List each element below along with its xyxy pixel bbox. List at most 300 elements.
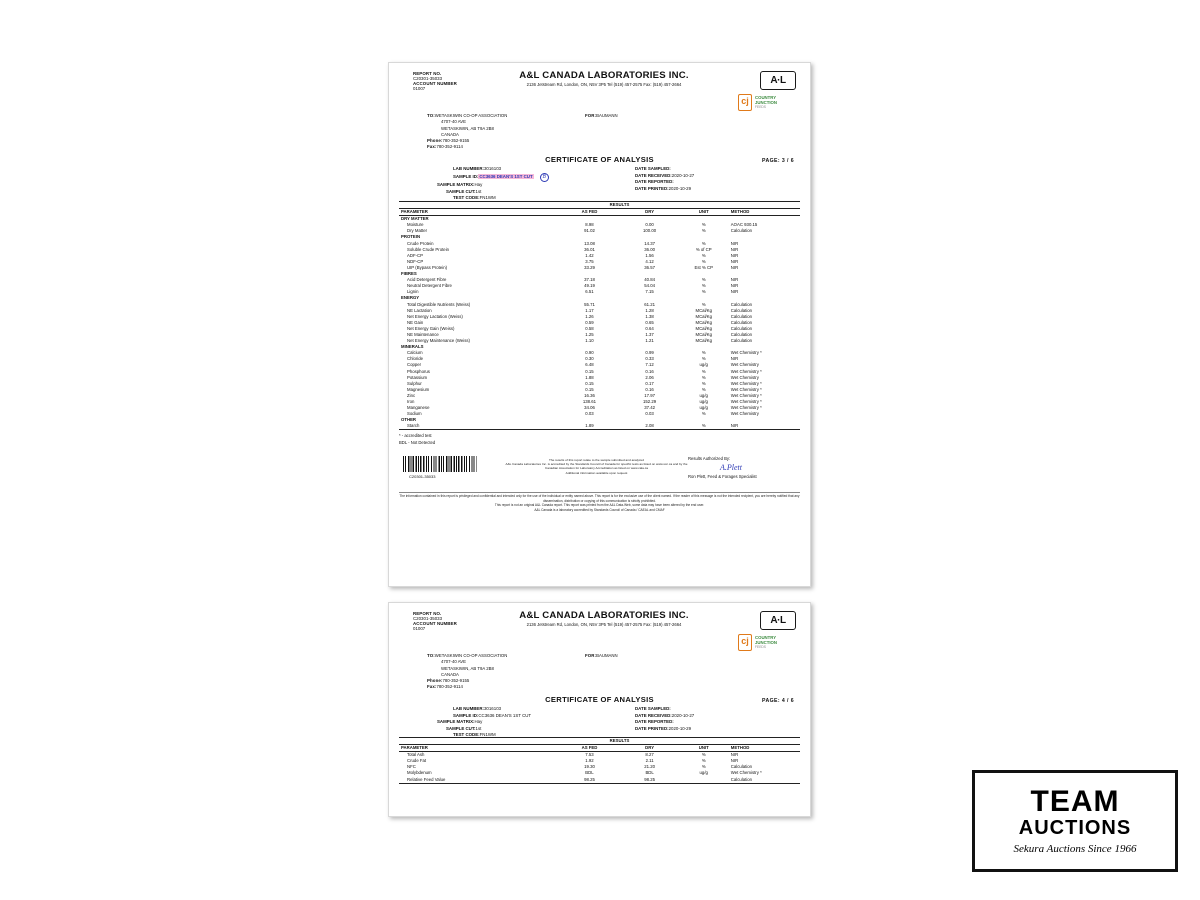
sample-annotation: B bbox=[540, 173, 549, 183]
report-no-value: C20301-35033 bbox=[413, 76, 443, 81]
results-header-row-2 bbox=[399, 745, 800, 752]
date-printed-value-2: 2020-10-29 bbox=[668, 725, 692, 731]
lab-number-label-2: LAB NUMBER: bbox=[453, 706, 484, 711]
cell-method: Calculation bbox=[730, 228, 753, 234]
results-header-row bbox=[399, 209, 800, 216]
cell-parameter: Net Energy Maintenance (Weiss) bbox=[407, 338, 470, 344]
col-dry: DRY bbox=[620, 209, 680, 216]
cell-parameter: Manganese bbox=[407, 405, 430, 411]
cell-asfed: 0.30 bbox=[585, 356, 594, 362]
signature-image: A.Plett bbox=[720, 463, 742, 473]
cell-asfed: 6.51 bbox=[585, 289, 594, 295]
page1-results-table bbox=[399, 201, 800, 430]
cell-method: NIR bbox=[730, 252, 739, 258]
cell-method: Wet Chemistry * bbox=[730, 386, 762, 392]
cell-asfed: 0.03 bbox=[585, 411, 594, 417]
date-received-label: DATE RECEIVED: bbox=[635, 172, 672, 178]
cell-method: Calculation bbox=[730, 338, 753, 344]
cell-asfed: 49.19 bbox=[584, 283, 595, 289]
disclaimer-line1: The results of this report relate to the sample submitted and analyzed bbox=[549, 458, 644, 463]
cell-unit: MCal/Kg bbox=[695, 331, 712, 337]
cell-unit: % bbox=[701, 240, 706, 246]
date-fields bbox=[635, 166, 815, 192]
cell-unit: ug/g bbox=[699, 362, 708, 368]
footer-line1: The information contained in this report is privileged and confidential and intended only for the use of the individual or entity named above. This report is for the exclusive use of the client named. If the reader of this message is not the intended recipient, you are hereby notified that any dissemination, distribution or copying of this communication is strictly prohibited. bbox=[399, 494, 800, 503]
cell-parameter: Chloride bbox=[407, 356, 424, 362]
cell-unit: % bbox=[701, 252, 706, 258]
cell-method: NIR bbox=[730, 258, 739, 264]
cell-asfed: 3.75 bbox=[585, 258, 594, 264]
table-group-row bbox=[399, 216, 800, 223]
cell-parameter: Lignin bbox=[407, 289, 419, 295]
cell-method: NIR bbox=[730, 264, 739, 270]
disclaimer-line3: Additional information available upon request bbox=[565, 470, 628, 475]
fax-value: 780-352-9114 bbox=[436, 144, 463, 150]
cell-unit: % bbox=[701, 277, 706, 283]
cell-method: Calculation bbox=[730, 764, 753, 770]
results-band-label-2: RESULTS bbox=[559, 738, 679, 745]
country-junction-logo-2 bbox=[738, 633, 798, 651]
cell-method: Wet Chemistry * bbox=[730, 350, 762, 356]
cell-asfed: 0.15 bbox=[585, 386, 594, 392]
cell-unit: % bbox=[701, 758, 706, 764]
cj-line2-2: JUNCTION bbox=[755, 639, 777, 645]
group-label: OTHER bbox=[401, 417, 417, 423]
account-number-value-2: 01007 bbox=[413, 626, 426, 631]
page-label: PAGE: bbox=[762, 158, 781, 164]
cell-method: NIR bbox=[730, 240, 739, 246]
cell-asfed: 6.48 bbox=[585, 362, 594, 368]
cell-parameter: Zinc bbox=[407, 392, 416, 398]
cell-dry: 1.28 bbox=[645, 307, 654, 313]
cell-unit: % bbox=[701, 258, 706, 264]
cell-method: Calculation bbox=[730, 301, 753, 307]
page2-results-table bbox=[399, 737, 800, 784]
account-number-label: ACCOUNT NUMBER bbox=[413, 81, 457, 86]
cell-parameter: NDF-CP bbox=[407, 258, 424, 264]
cell-asfed: 1.25 bbox=[585, 331, 594, 337]
footer-line2: This report is not an original A&L Canada report. This report was printed from the A&L Data-Web, some data may have been altered by the end user. bbox=[494, 503, 705, 508]
test-code-value-2: FN1WM bbox=[479, 732, 496, 738]
cell-dry: 7.15 bbox=[645, 289, 654, 295]
cell-method: NIR bbox=[730, 246, 739, 252]
page-value-2: 4 / 6 bbox=[781, 698, 794, 704]
results-band-row bbox=[399, 202, 800, 209]
sample-id-value: CC3636 DEAN'S 1ST CUT bbox=[479, 173, 533, 179]
cj-mark-icon: cj bbox=[738, 94, 752, 111]
group-label: FIBRES bbox=[401, 271, 417, 277]
page2-page-number bbox=[762, 698, 794, 704]
cell-method: Calculation bbox=[730, 307, 753, 313]
cell-dry: 40.84 bbox=[644, 277, 655, 283]
cell-asfed: 37.18 bbox=[584, 277, 595, 283]
cell-parameter: Sulphur bbox=[407, 380, 422, 386]
page1-footer bbox=[399, 492, 800, 513]
cell-dry: 152.29 bbox=[643, 399, 657, 404]
cell-dry: 37.42 bbox=[644, 405, 655, 411]
cell-unit: MCal/Kg bbox=[695, 307, 712, 313]
cell-parameter: Relative Feed Value bbox=[399, 777, 559, 784]
date-reported-label-2: DATE REPORTED: bbox=[635, 719, 674, 725]
cj-mark-icon-2: cj bbox=[738, 634, 752, 651]
address-block bbox=[399, 113, 800, 151]
page1-sample-info bbox=[399, 166, 800, 200]
address-block-2 bbox=[399, 653, 800, 691]
date-printed-label: DATE PRINTED: bbox=[635, 185, 669, 191]
cell-asfed: 0.15 bbox=[585, 380, 594, 386]
cell-dry: 0.65 bbox=[645, 319, 654, 325]
lab-number-value: 3016103 bbox=[483, 166, 502, 171]
cell-asfed: 1.42 bbox=[585, 252, 594, 258]
cell-dry: 36.57 bbox=[644, 264, 655, 270]
cell-method: NIR bbox=[730, 356, 739, 362]
page1-notes bbox=[399, 433, 800, 446]
date-received-value-2: 2020-10-27 bbox=[671, 712, 695, 718]
cell-method: NIR bbox=[730, 283, 739, 289]
cell-method: Wet Chemistry bbox=[730, 374, 759, 380]
cell-asfed: 0.90 bbox=[585, 350, 594, 356]
date-sampled-label: DATE SAMPLED: bbox=[635, 166, 671, 171]
cell-unit: % bbox=[701, 301, 706, 307]
page2-results-body bbox=[399, 738, 800, 784]
cell-unit: % bbox=[701, 374, 706, 380]
cell-asfed: 1.26 bbox=[585, 313, 594, 319]
cell-dry: 0.16 bbox=[645, 368, 654, 374]
cell-dry: BDL bbox=[645, 770, 654, 776]
al-logo-icon: A·L bbox=[760, 71, 796, 90]
recipient-address bbox=[427, 113, 507, 151]
page-value: 3 / 6 bbox=[781, 158, 794, 164]
cell-dry: 21.20 bbox=[644, 764, 655, 770]
cell-asfed: 34.06 bbox=[584, 405, 595, 411]
authorization-block bbox=[688, 456, 788, 481]
cell-dry: 14.37 bbox=[644, 240, 655, 246]
cell-dry: 100.00 bbox=[643, 228, 657, 234]
cell-asfed: 8.98 bbox=[585, 222, 594, 228]
cell-parameter: Copper bbox=[407, 362, 422, 368]
lab-address: 2136 Jetstream Rd, London, ON, N5V 3P5 Tel (519) 457-2575 Fax: (519) 457-2664 bbox=[526, 82, 682, 87]
cell-parameter: Magnesium bbox=[407, 386, 430, 392]
cell-unit: MCal/Kg bbox=[695, 338, 712, 344]
cell-asfed: 16.36 bbox=[584, 392, 595, 398]
sample-matrix-value-2: Hay bbox=[474, 719, 483, 725]
sample-id-label-2: SAMPLE ID: bbox=[453, 712, 479, 718]
test-code-label: TEST CODE: bbox=[453, 195, 480, 201]
al-logo-icon-2: A·L bbox=[760, 611, 796, 630]
cell-dry: 0.99 bbox=[645, 350, 654, 356]
cell-parameter: Net Energy Gain (Weiss) bbox=[407, 325, 455, 331]
col-asfed: AS FED bbox=[559, 209, 619, 216]
group-label: PROTEIN bbox=[401, 234, 421, 240]
page1-results-body bbox=[399, 202, 800, 430]
cj-line1-2: COUNTRY bbox=[755, 634, 777, 640]
cell-asfed: 36.01 bbox=[584, 246, 595, 252]
cell-asfed: BDL bbox=[585, 770, 594, 776]
fax-value-2: 780-352-9114 bbox=[436, 684, 463, 690]
cell-dry: 7.12 bbox=[645, 362, 654, 368]
cell-dry: 2.06 bbox=[645, 374, 654, 380]
report-no-label-2: REPORT NO. bbox=[413, 611, 442, 616]
date-sampled-label-2: DATE SAMPLED: bbox=[635, 706, 671, 711]
cell-parameter: NE Gain bbox=[407, 319, 424, 325]
lab-address-2: 2136 Jetstream Rd, London, ON, N5V 3P5 Tel (519) 457-2575 Fax: (519) 457-2664 bbox=[526, 622, 682, 627]
cell-dry: 54.04 bbox=[644, 283, 655, 289]
cell-parameter: Sodium bbox=[407, 411, 422, 417]
cj-line3: FEEDS bbox=[755, 105, 766, 110]
cell-dry: 8.27 bbox=[645, 752, 654, 758]
cell-unit bbox=[680, 777, 728, 784]
col-method: METHOD bbox=[728, 209, 800, 216]
sample-id-label: SAMPLE ID: bbox=[453, 173, 479, 179]
cj-line2: JUNCTION bbox=[755, 99, 777, 105]
table-row bbox=[399, 423, 800, 430]
cell-method: NIR bbox=[728, 423, 800, 430]
table-row bbox=[399, 777, 800, 784]
cell-method: Calculation bbox=[730, 319, 753, 325]
cell-unit: % bbox=[701, 228, 706, 234]
cell-parameter: Crude Fat bbox=[407, 758, 427, 764]
for-block bbox=[585, 113, 618, 119]
cell-dry: 0.16 bbox=[645, 386, 654, 392]
team-auctions-watermark bbox=[972, 770, 1178, 872]
cell-parameter: Calcium bbox=[407, 350, 423, 356]
date-printed-value: 2020-10-29 bbox=[668, 185, 692, 191]
page1-header bbox=[399, 69, 800, 111]
cell-parameter: NE Maintenance bbox=[407, 331, 439, 337]
country-junction-logo bbox=[738, 93, 798, 111]
for-name-2: BAUMANN bbox=[596, 653, 618, 658]
barcode-image bbox=[403, 456, 477, 472]
cell-unit: MCal/Kg bbox=[695, 313, 712, 319]
for-name: BAUMANN bbox=[596, 113, 618, 118]
cell-method: NIR bbox=[730, 289, 739, 295]
to-label-2: TO: bbox=[427, 653, 435, 658]
disclaimer-block bbox=[499, 458, 694, 475]
note-bdl: BDL - Not Detected bbox=[399, 439, 436, 445]
cell-method: NIR bbox=[730, 277, 739, 283]
cell-unit: % bbox=[701, 222, 706, 228]
page-label-2: PAGE: bbox=[762, 698, 781, 704]
cell-parameter: Phosphorus bbox=[407, 368, 430, 374]
cell-asfed: 1.88 bbox=[585, 374, 594, 380]
cell-parameter: Dry Matter bbox=[407, 228, 428, 234]
lab-number-label: LAB NUMBER: bbox=[453, 166, 484, 171]
cell-dry: 0.03 bbox=[645, 411, 654, 417]
cell-asfed: 0.59 bbox=[585, 319, 594, 325]
phone-value: 780-352-9155 bbox=[442, 138, 470, 144]
sample-fields-2 bbox=[415, 706, 615, 739]
to-line4-2: CANADA bbox=[441, 671, 459, 677]
cell-unit: % bbox=[701, 283, 706, 289]
col-parameter: PARAMETER bbox=[399, 209, 559, 216]
cell-method: Wet Chemistry * bbox=[730, 770, 762, 776]
cell-parameter: Total Ash bbox=[407, 752, 425, 758]
cell-asfed: 7.53 bbox=[585, 752, 594, 758]
phone-label: Phone: bbox=[427, 138, 443, 144]
page2-header bbox=[399, 609, 800, 651]
cell-dry: 17.97 bbox=[644, 392, 655, 398]
cell-asfed: 13.08 bbox=[584, 240, 595, 246]
cell-asfed: 1.17 bbox=[585, 307, 594, 313]
cell-parameter: Starch bbox=[399, 423, 559, 430]
for-label-2: FOR: bbox=[585, 653, 597, 658]
cell-unit: Est % CP bbox=[694, 264, 713, 270]
cell-asfed: 55.71 bbox=[584, 301, 595, 307]
lab-name: A&L CANADA LABORATORIES INC. bbox=[519, 70, 689, 81]
group-label: MINERALS bbox=[401, 344, 424, 350]
cell-unit: % bbox=[701, 368, 706, 374]
cell-method: Wet Chemistry bbox=[730, 411, 759, 417]
cj-text bbox=[755, 95, 777, 110]
report-no-label: REPORT NO. bbox=[413, 71, 442, 76]
cell-parameter: Soluble Crude Protein bbox=[407, 246, 450, 252]
disclaimer-line2: A&L Canada Laboratories Inc. is accredited by the Standards Council of Canada for specific tests as listed on www.scc.ca and by the Canadian Association for Laboratory Accreditation as listed on www.cala.ca bbox=[505, 462, 688, 471]
sample-matrix-label: SAMPLE MATRIX: bbox=[437, 182, 475, 188]
cell-unit: % bbox=[701, 289, 706, 295]
date-received-value: 2020-10-27 bbox=[671, 172, 695, 178]
signature-area bbox=[399, 456, 800, 490]
cell-unit: % bbox=[680, 423, 728, 430]
cell-unit: MCal/Kg bbox=[695, 319, 712, 325]
cell-dry: 2.11 bbox=[645, 758, 654, 764]
sample-cut-value: 1st bbox=[475, 188, 482, 194]
report-page-1 bbox=[388, 62, 811, 587]
col-unit-2: UNIT bbox=[680, 745, 728, 752]
lab-name-2: A&L CANADA LABORATORIES INC. bbox=[519, 610, 689, 621]
cell-method: Wet Chemistry * bbox=[730, 368, 762, 374]
sample-cut-label-2: SAMPLE CUT: bbox=[446, 725, 476, 731]
cell-parameter: Crude Protein bbox=[407, 240, 434, 246]
cell-method: Wet Chemistry * bbox=[730, 392, 762, 398]
cell-dry: 4.12 bbox=[645, 258, 654, 264]
cell-method: NIR bbox=[730, 752, 739, 758]
test-code-label-2: TEST CODE: bbox=[453, 732, 480, 738]
cell-method: Wet Chemistry * bbox=[730, 405, 762, 411]
cell-unit: % bbox=[701, 752, 706, 758]
certificate-title-2: CERTIFICATE OF ANALYSIS bbox=[545, 695, 654, 704]
account-number-value: 01007 bbox=[413, 86, 426, 91]
to-line2: 4707-40 AVE bbox=[441, 119, 467, 125]
cell-method: Wet Chemistry * bbox=[730, 380, 762, 386]
for-label: FOR: bbox=[585, 113, 597, 118]
to-line3-2: WETASKIWIN, AB T9A 2B8 bbox=[441, 665, 494, 671]
cell-asfed: 1.92 bbox=[585, 758, 594, 764]
cell-dry: 61.21 bbox=[644, 301, 655, 307]
note-accredited: * - accredited test bbox=[399, 433, 432, 439]
cell-asfed: 1.10 bbox=[585, 338, 594, 344]
cell-unit: % bbox=[701, 764, 706, 770]
watermark-line3: Sekura Auctions Since 1966 bbox=[1013, 843, 1137, 855]
recipient-address-2 bbox=[427, 653, 507, 691]
cell-dry: 0.33 bbox=[645, 356, 654, 362]
cell-asfed: 33.29 bbox=[584, 264, 595, 270]
watermark-line2: AUCTIONS bbox=[1018, 817, 1132, 839]
cell-unit: % bbox=[701, 386, 706, 392]
col-dry-2: DRY bbox=[620, 745, 680, 752]
cell-method: Calculation bbox=[730, 331, 753, 337]
cell-method: Wet Chemistry * bbox=[730, 399, 762, 404]
cell-unit: % of CP bbox=[695, 246, 712, 252]
cell-parameter: Neutral Detergent Fibre bbox=[407, 283, 452, 289]
page2-title bbox=[399, 695, 800, 704]
cell-dry: 1.37 bbox=[645, 331, 654, 337]
report-no-value-2: C20301-35033 bbox=[413, 616, 443, 621]
document-pages bbox=[388, 62, 813, 817]
group-label: DRY MATTER bbox=[401, 216, 429, 222]
sample-cut-value-2: 1st bbox=[475, 725, 482, 731]
test-code-value: FN1WM bbox=[479, 195, 496, 201]
sample-matrix-value: Hay bbox=[474, 182, 483, 188]
report-page-2 bbox=[388, 602, 811, 817]
table-row bbox=[399, 752, 800, 759]
cell-unit: ug/g bbox=[699, 405, 708, 411]
watermark-line1: TEAM bbox=[1030, 785, 1120, 818]
sample-matrix-label-2: SAMPLE MATRIX: bbox=[437, 719, 475, 725]
auth-name: Ron Plett, Feed & Forages Specialist bbox=[688, 474, 757, 480]
cell-parameter: Molybdenum bbox=[407, 770, 432, 776]
footer-line3: A&L Canada is a laboratory accredited by Standards Council of Canada / CAEAL and CMAF bbox=[534, 507, 665, 512]
date-printed-label-2: DATE PRINTED: bbox=[635, 725, 669, 731]
fax-label: Fax: bbox=[427, 144, 437, 150]
date-fields-2 bbox=[635, 706, 811, 732]
cell-unit: ug/g bbox=[699, 392, 708, 398]
cell-asfed: 0.58 bbox=[585, 325, 594, 331]
page1-title bbox=[399, 155, 800, 164]
col-unit: UNIT bbox=[680, 209, 728, 216]
cell-dry: 98.25 bbox=[620, 777, 680, 784]
cell-parameter: ADF-CP bbox=[407, 252, 423, 258]
cell-dry: 0.64 bbox=[645, 325, 654, 331]
cell-dry: 1.38 bbox=[645, 313, 654, 319]
to-line4: CANADA bbox=[441, 131, 459, 137]
date-received-label-2: DATE RECEIVED: bbox=[635, 712, 672, 718]
col-asfed-2: AS FED bbox=[559, 745, 619, 752]
date-reported-label: DATE REPORTED: bbox=[635, 179, 674, 185]
sample-cut-label: SAMPLE CUT: bbox=[446, 188, 476, 194]
cell-unit: ug/g bbox=[699, 399, 708, 404]
cell-parameter: Moisture bbox=[407, 222, 424, 228]
cell-asfed: 98.25 bbox=[559, 777, 619, 784]
cell-dry: 1.21 bbox=[645, 338, 654, 344]
cell-dry: 2.08 bbox=[620, 423, 680, 430]
cell-method: Wet Chemistry bbox=[730, 362, 759, 368]
cell-asfed: 138.61 bbox=[582, 399, 597, 404]
cell-parameter: NE Lactation bbox=[407, 307, 432, 313]
cell-unit: ug/g bbox=[699, 770, 708, 776]
cell-unit: % bbox=[701, 411, 706, 417]
sample-fields bbox=[415, 166, 615, 202]
cell-parameter: Total Digestible Nutrients (Weiss) bbox=[407, 301, 471, 307]
group-label: ENERGY bbox=[401, 295, 420, 301]
cell-method: Calculation bbox=[730, 325, 753, 331]
phone-label-2: Phone: bbox=[427, 678, 443, 684]
cell-unit: % bbox=[701, 356, 706, 362]
cell-unit: % bbox=[701, 380, 706, 386]
cell-parameter: Iron bbox=[407, 399, 415, 404]
cj-text-2 bbox=[755, 635, 777, 650]
cell-dry: 36.00 bbox=[644, 246, 655, 252]
to-line3: WETASKIWIN, AB T9A 2B8 bbox=[441, 125, 494, 131]
to-label: TO: bbox=[427, 113, 435, 118]
cell-asfed: 1.89 bbox=[559, 423, 619, 430]
cell-method: NIR bbox=[730, 758, 739, 764]
page2-sample-info bbox=[399, 706, 800, 736]
barcode-number: C20301-35033 bbox=[409, 474, 436, 480]
sample-id-value-2: CC3636 DEAN'S 1ST CUT bbox=[478, 712, 532, 718]
cell-parameter: NFC bbox=[407, 764, 416, 770]
to-name: WETASKIWIN CO-OP ASSOCIATION bbox=[434, 113, 508, 118]
col-method-2: METHOD bbox=[728, 745, 800, 752]
